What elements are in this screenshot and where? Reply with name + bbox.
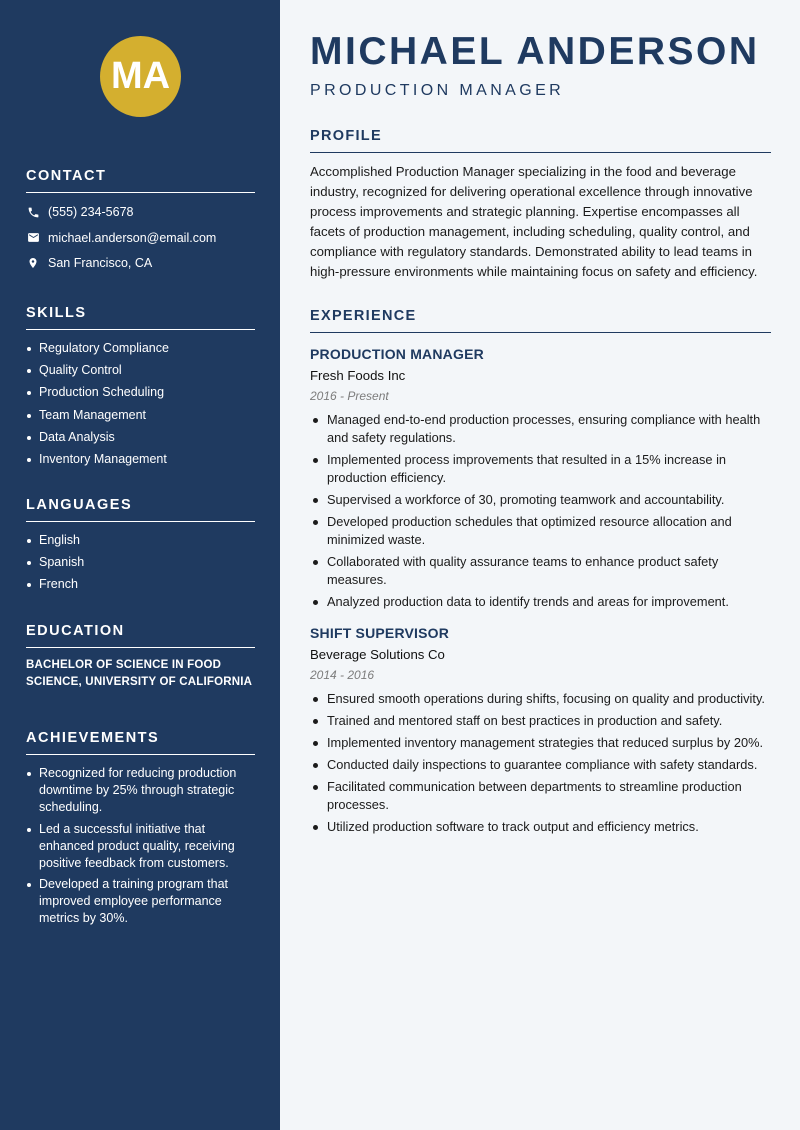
languages-heading: LANGUAGES: [26, 497, 255, 522]
job-bullet: Conducted daily inspections to guarantee compliance with safety standards.: [310, 756, 771, 774]
achievements-heading: ACHIEVEMENTS: [26, 730, 255, 755]
profile-section: [310, 128, 771, 282]
email-text: michael.anderson@email.com: [48, 230, 217, 245]
skills-heading: SKILLS: [26, 305, 255, 330]
language-item: French: [26, 576, 255, 593]
skill-item: Inventory Management: [26, 451, 255, 468]
job-company: Fresh Foods Inc: [310, 368, 406, 383]
skill-item: Data Analysis: [26, 429, 255, 446]
job-bullet: Ensured smooth operations during shifts, focusing on quality and productivity.: [310, 690, 771, 708]
achievement-item: Recognized for reducing production downtime by 25% through strategic scheduling.: [26, 765, 255, 816]
job-bullets: [310, 690, 771, 836]
job-entry: [310, 625, 771, 836]
education-section: [26, 623, 255, 691]
job-bullet: Collaborated with quality assurance teams to enhance product safety measures.: [310, 553, 771, 589]
job-title-header: PRODUCTION MANAGER: [310, 82, 565, 99]
profile-text: Accomplished Production Manager specializing in the food and beverage industry, recognized for delivering operational excellence through innovative process improvements and strategic planning. Expertise encompasses all facets of production management, including scheduling, quality control, and compliance with regulatory standards. Demonstrated ability to lead teams in high-pressure environments while maintaining focus on safety and efficiency.: [310, 164, 758, 279]
job-title: SHIFT SUPERVISOR: [310, 625, 450, 641]
candidate-name: MICHAEL ANDERSON: [310, 30, 760, 73]
experience-section: [310, 308, 771, 840]
skill-item: Team Management: [26, 407, 255, 424]
achievement-item: Developed a training program that improved employee performance metrics by 30%.: [26, 876, 255, 927]
job-bullet: Facilitated communication between departments to streamline production processes.: [310, 778, 771, 814]
languages-section: [26, 497, 255, 599]
experience-heading: EXPERIENCE: [310, 308, 771, 333]
job-bullet: Supervised a workforce of 30, promoting teamwork and accountability.: [310, 491, 771, 509]
job-bullet: Developed production schedules that optimized resource allocation and minimized waste.: [310, 513, 771, 549]
phone-text: (555) 234-5678: [48, 205, 134, 219]
profile-heading: PROFILE: [310, 128, 771, 153]
skill-item: Regulatory Compliance: [26, 340, 255, 357]
contact-phone: [26, 203, 255, 221]
languages-list: [26, 532, 255, 593]
education-degree: BACHELOR OF SCIENCE IN FOOD SCIENCE, UNIVERSITY OF CALIFORNIA: [26, 659, 253, 688]
job-bullets: [310, 411, 771, 611]
job-company: Beverage Solutions Co: [310, 647, 445, 662]
job-dates: 2014 - 2016: [310, 668, 375, 682]
location-text: San Francisco, CA: [48, 256, 153, 270]
location-pin-icon: [26, 256, 40, 270]
job-entry: [310, 346, 771, 611]
skills-section: [26, 305, 255, 473]
contact-heading: CONTACT: [26, 168, 255, 193]
contact-email: [26, 229, 255, 247]
job-bullet: Implemented inventory management strategies that reduced surplus by 20%.: [310, 734, 771, 752]
achievements-section: [26, 730, 255, 932]
skill-item: Quality Control: [26, 362, 255, 379]
language-item: Spanish: [26, 554, 255, 571]
phone-icon: [26, 205, 40, 219]
education-heading: EDUCATION: [26, 623, 255, 648]
contact-location: [26, 254, 255, 272]
sidebar: [0, 0, 280, 1130]
job-bullet: Implemented process improvements that resulted in a 15% increase in production efficiency.: [310, 451, 771, 487]
job-bullet: Trained and mentored staff on best practices in production and safety.: [310, 712, 771, 730]
job-bullet: Utilized production software to track output and efficiency metrics.: [310, 818, 771, 836]
skill-item: Production Scheduling: [26, 384, 255, 401]
skills-list: [26, 340, 255, 468]
contact-section: [26, 168, 255, 272]
email-icon: [26, 231, 40, 245]
job-dates: 2016 - Present: [310, 389, 389, 403]
achievement-item: Led a successful initiative that enhanced product quality, receiving positive feedback from customers.: [26, 821, 255, 872]
job-title: PRODUCTION MANAGER: [310, 346, 484, 362]
avatar: [100, 36, 181, 117]
achievements-list: [26, 765, 255, 927]
job-bullet: Analyzed production data to identify trends and areas for improvement.: [310, 593, 771, 611]
language-item: English: [26, 532, 255, 549]
avatar-initials: MA: [110, 55, 171, 97]
job-bullet: Managed end-to-end production processes, ensuring compliance with health and safety regulations.: [310, 411, 771, 447]
